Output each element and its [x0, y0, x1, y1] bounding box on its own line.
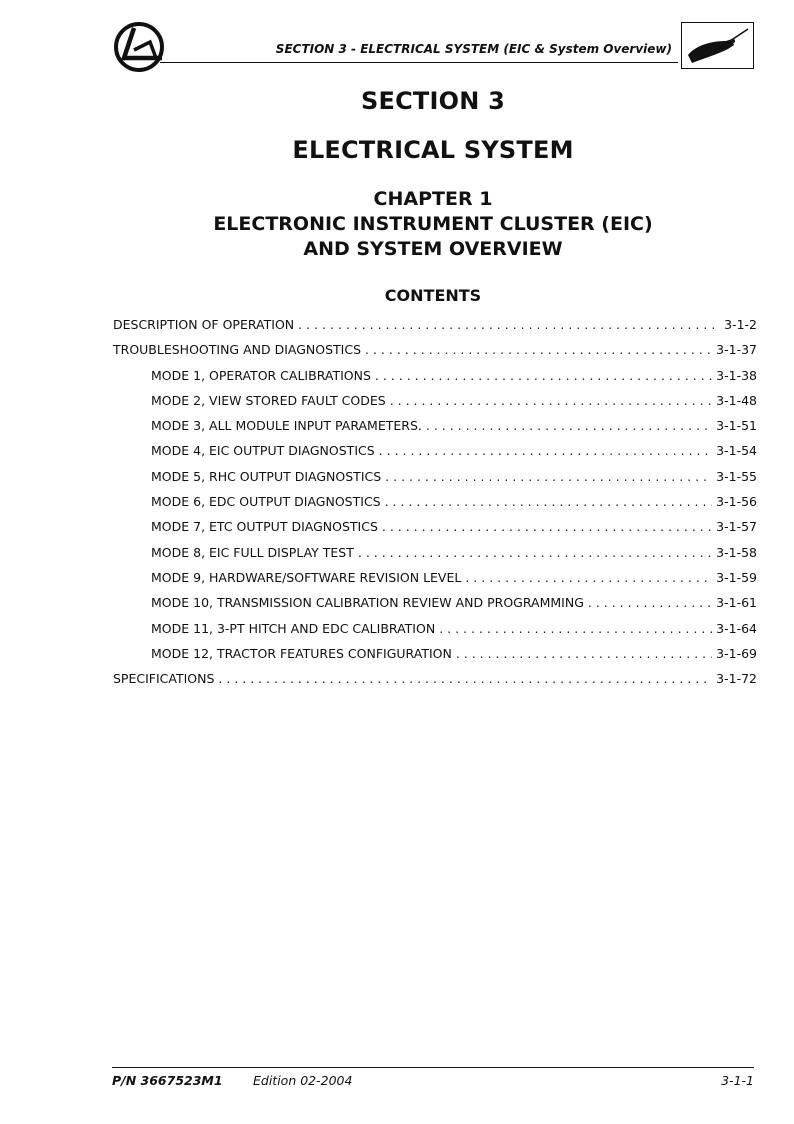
toc-entry[interactable] — [113, 540, 757, 565]
toc-entry[interactable] — [113, 363, 757, 388]
toc-entry-page: 3-1-69 — [716, 645, 757, 661]
chapter-title-line: ELECTRONIC INSTRUMENT CLUSTER (EIC) — [213, 213, 653, 235]
toc-entry-page: 3-1-37 — [716, 342, 757, 358]
toc-entry[interactable] — [113, 565, 757, 590]
toc-entry[interactable] — [113, 590, 757, 615]
table-of-contents — [113, 312, 757, 691]
toc-entry[interactable] — [113, 616, 757, 641]
page-number: 3-1-1 — [721, 1073, 754, 1088]
toc-entry-label: MODE 8, EIC FULL DISPLAY TEST — [151, 544, 354, 560]
toc-entry[interactable] — [113, 489, 757, 514]
header-divider — [160, 62, 678, 63]
chapter-title — [112, 187, 754, 262]
toc-dot-leader — [439, 616, 712, 641]
footer-divider — [112, 1067, 754, 1068]
header-title: SECTION 3 - ELECTRICAL SYSTEM (EIC & System Overview) — [275, 42, 672, 56]
toc-entry-label: MODE 2, VIEW STORED FAULT CODES — [151, 392, 386, 408]
toc-dot-leader — [385, 489, 713, 514]
toc-entry-label: MODE 7, ETC OUTPUT DIAGNOSTICS — [151, 519, 378, 535]
toc-entry[interactable] — [113, 666, 757, 691]
toc-entry[interactable] — [113, 413, 757, 438]
toc-entry-label: DESCRIPTION OF OPERATION — [113, 317, 295, 332]
toc-entry-label: MODE 9, HARDWARE/SOFTWARE REVISION LEVEL — [151, 569, 462, 585]
toc-entry[interactable] — [113, 464, 757, 489]
toc-entry-label: MODE 3, ALL MODULE INPUT PARAMETERS. — [151, 418, 422, 434]
toc-entry-label: MODE 11, 3-PT HITCH AND EDC CALIBRATION — [151, 620, 436, 636]
toc-dot-leader — [375, 363, 712, 388]
toc-entry-label: MODE 12, TRACTOR FEATURES CONFIGURATION — [151, 645, 452, 661]
system-title: ELECTRICAL SYSTEM — [292, 136, 574, 164]
toc-entry-page: 3-1-57 — [716, 519, 757, 535]
toc-entry-page: 3-1-56 — [716, 494, 757, 510]
toc-dot-leader — [358, 540, 712, 565]
toc-entry-page: 3-1-55 — [716, 468, 757, 484]
toc-entry-page: 3-1-61 — [716, 595, 757, 611]
toc-entry[interactable] — [113, 641, 757, 666]
toc-entry-page: 3-1-59 — [716, 569, 757, 585]
toc-entry[interactable] — [113, 337, 757, 362]
toc-dot-leader — [298, 312, 720, 337]
toc-dot-leader — [382, 514, 712, 539]
toc-entry-page: 3-1-54 — [716, 443, 757, 459]
part-number: P/N 3667523M1 — [112, 1073, 223, 1088]
toc-dot-leader — [379, 438, 712, 463]
toc-entry[interactable] — [113, 438, 757, 463]
test-probe-icon — [681, 22, 754, 69]
toc-dot-leader — [218, 666, 712, 691]
toc-entry-page: 3-1-72 — [716, 671, 757, 687]
section-title: SECTION 3 — [361, 87, 505, 115]
toc-entry-label: TROUBLESHOOTING AND DIAGNOSTICS — [113, 342, 362, 358]
toc-entry-page: 3-1-64 — [716, 620, 757, 636]
toc-dot-leader — [385, 464, 712, 489]
toc-entry-page: 3-1-2 — [724, 317, 757, 332]
toc-entry-page: 3-1-51 — [716, 418, 757, 434]
toc-dot-leader — [456, 641, 712, 666]
toc-entry[interactable] — [113, 388, 757, 413]
toc-dot-leader — [426, 413, 712, 438]
toc-dot-leader — [588, 590, 712, 615]
edition-label: Edition 02-2004 — [253, 1073, 353, 1088]
toc-dot-leader — [365, 337, 712, 362]
chapter-title-line: AND SYSTEM OVERVIEW — [303, 238, 563, 260]
toc-entry-label: MODE 10, TRANSMISSION CALIBRATION REVIEW AND PROGRAMMING — [151, 595, 584, 611]
toc-dot-leader — [390, 388, 712, 413]
toc-entry-label: SPECIFICATIONS — [113, 671, 215, 687]
toc-dot-leader — [465, 565, 712, 590]
chapter-title-line: CHAPTER 1 — [373, 188, 493, 210]
toc-entry-label: MODE 1, OPERATOR CALIBRATIONS — [151, 367, 371, 383]
toc-entry-label: MODE 5, RHC OUTPUT DIAGNOSTICS — [151, 468, 382, 484]
toc-entry[interactable] — [113, 514, 757, 539]
contents-heading: CONTENTS — [384, 286, 482, 305]
toc-entry-label: MODE 4, EIC OUTPUT DIAGNOSTICS — [151, 443, 375, 459]
toc-entry-page: 3-1-58 — [716, 544, 757, 560]
brand-logo-icon — [112, 20, 168, 74]
toc-entry-label: MODE 6, EDC OUTPUT DIAGNOSTICS — [151, 494, 381, 510]
toc-entry-page: 3-1-38 — [716, 367, 757, 383]
toc-entry[interactable] — [113, 312, 757, 337]
toc-entry-page: 3-1-48 — [716, 392, 757, 408]
